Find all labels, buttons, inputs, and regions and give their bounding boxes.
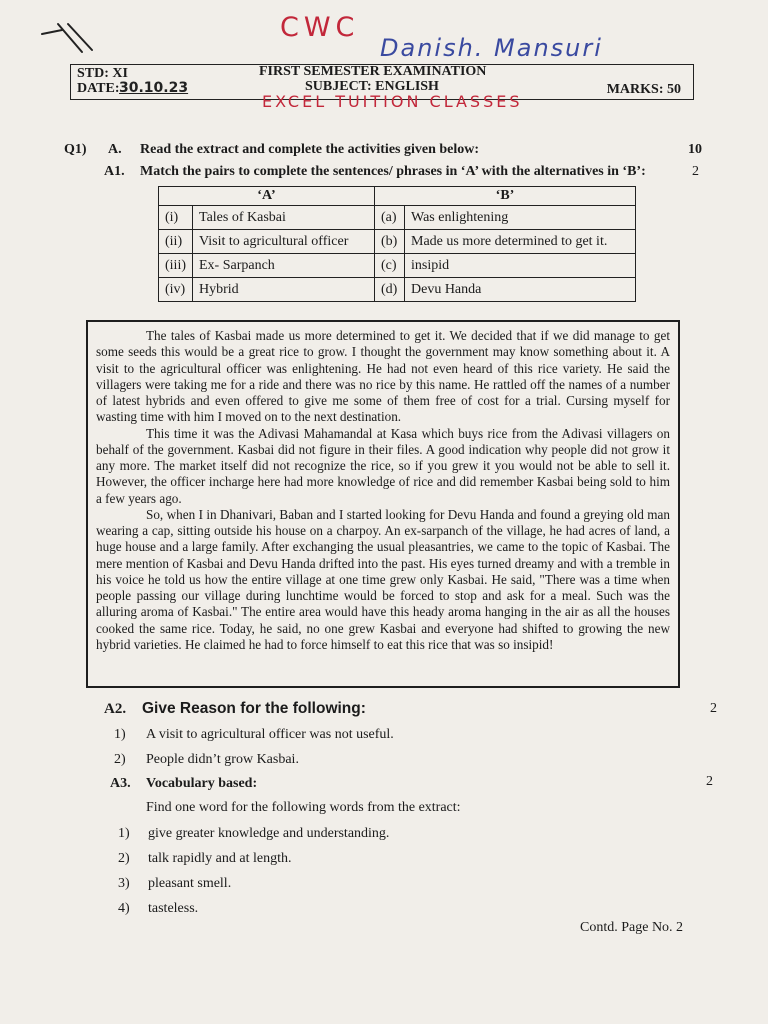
- a3-item-3-text: pleasant smell.: [148, 876, 232, 891]
- handwritten-student-name: Danish. Mansuri: [380, 34, 603, 62]
- table-row: [159, 278, 636, 302]
- date-label: DATE:: [77, 81, 120, 96]
- handwritten-cwc: CWC: [280, 12, 360, 43]
- match-the-pairs-table: [158, 186, 636, 302]
- row-text-a: Tales of Kasbai: [193, 206, 375, 230]
- column-a-header: ‘A’: [159, 187, 375, 206]
- row-num-a: (iii): [159, 254, 193, 278]
- a2-item-1-num: 1): [114, 727, 126, 742]
- q1-letter: A.: [108, 142, 122, 157]
- std-label: STD: XI: [77, 66, 128, 81]
- row-text-a: Visit to agricultural officer: [193, 230, 375, 254]
- passage-paragraph-2: This time it was the Adivasi Mahamandal at Kasa which buys rice from the Adivasi villagers on behalf of the government. Kasbai did not figure in their files. A good indication why people did not grow it any more. The market itself did not recognize the rice, so if you grew it you would not be able to sell it. However, the officer incharge here had more knowledge of rice and did remember Kasbai being sold to him a few years ago.: [96, 425, 670, 506]
- row-text-b: insipid: [405, 254, 636, 278]
- a1-label: A1.: [104, 164, 125, 179]
- row-num-a: (ii): [159, 230, 193, 254]
- column-b-header: ‘B’: [375, 187, 636, 206]
- subject-label: SUBJECT: ENGLISH: [305, 79, 439, 94]
- a3-item-2-text: talk rapidly and at length.: [148, 851, 292, 866]
- table-header-row: [159, 187, 636, 206]
- passage-paragraph-1: The tales of Kasbai made us more determined to get it. We decided that if we did manage to get some seeds this would be a great rice to grow. I thought the government may know something about it. A visit to the agricultural officer was enlightening. He had not even heard of this rice variety. He said the villagers were taking me for a ride and there was no rice by this name. He rattled off the names of a number of latest hybrids and even offered to give me some of them free of cost for a trial. Cursing myself for wasting time with him I moved on to the next destination.: [96, 328, 670, 425]
- a3-label: A3.: [110, 776, 131, 791]
- row-num-b: (c): [375, 254, 405, 278]
- row-text-b: Made us more determined to get it.: [405, 230, 636, 254]
- row-num-b: (a): [375, 206, 405, 230]
- a2-marks: 2: [710, 701, 717, 716]
- row-num-a: (iv): [159, 278, 193, 302]
- a3-item-2-num: 2): [118, 851, 130, 866]
- a3-item-4-num: 4): [118, 901, 130, 916]
- row-text-b: Devu Handa: [405, 278, 636, 302]
- row-num-b: (d): [375, 278, 405, 302]
- continued-page-note: Contd. Page No. 2: [580, 920, 684, 935]
- a3-title: Vocabulary based:: [146, 776, 258, 791]
- a3-item-4-text: tasteless.: [148, 901, 199, 916]
- table-row: [159, 254, 636, 278]
- a2-item-2-num: 2): [114, 752, 126, 767]
- total-marks: MARKS: 50: [606, 82, 681, 97]
- pen-scribble-mark: [40, 22, 100, 56]
- exam-title: FIRST SEMESTER EXAMINATION: [259, 64, 487, 79]
- handwritten-date: 30.10.23: [119, 80, 189, 96]
- row-text-b: Was enlightening: [405, 206, 636, 230]
- a3-item-1-text: give greater knowledge and understanding.: [148, 826, 390, 841]
- table-row: [159, 230, 636, 254]
- a3-item-1-num: 1): [118, 826, 130, 841]
- a3-marks: 2: [706, 774, 713, 789]
- q1-marks: 10: [688, 142, 702, 157]
- a3-item-3-num: 3): [118, 876, 130, 891]
- a3-instruction: Find one word for the following words from the extract:: [146, 800, 461, 815]
- row-num-b: (b): [375, 230, 405, 254]
- q1-number: Q1): [64, 142, 87, 157]
- a2-title: Give Reason for the following:: [142, 700, 366, 717]
- row-text-a: Hybrid: [193, 278, 375, 302]
- row-num-a: (i): [159, 206, 193, 230]
- a2-label: A2.: [104, 701, 127, 717]
- q1-instruction: Read the extract and complete the activities given below:: [140, 142, 480, 157]
- a2-item-1-text: A visit to agricultural officer was not useful.: [146, 727, 394, 742]
- passage-paragraph-3: So, when I in Dhanivari, Baban and I started looking for Devu Handa and found a greying old man wearing a cap, sitting outside his house on a charpoy. An ex-sarpanch of the village, he had acres of land, a huge house and a large family. After exchanging the usual pleasantries, we came to the topic of Kasbai. The mere mention of Kasbai and Devu Handa drifted into the past. His eyes turned dreamy and with a tremble in his voice he told us how the entire village at one time grew only Kasbai. He said, "There was a time when people passing our village during lunchtime would be forced to stop and ask for a meal. Such was the alluring aroma of Kasbai." The entire area would have this heady aroma hanging in the air as all the houses cooked the same rice. Today, he said, no one grew Kasbai and everyone had shifted to growing the new hybrid varieties. He claimed he had to force himself to eat this rice that was so insipid!: [96, 506, 670, 652]
- table-row: [159, 206, 636, 230]
- a2-item-2-text: People didn’t grow Kasbai.: [146, 752, 299, 767]
- a1-instruction: Match the pairs to complete the sentences/ phrases in ‘A’ with the alternatives in ‘B’:: [140, 164, 646, 179]
- handwritten-institute: EXCEL TUITION CLASSES: [262, 92, 523, 111]
- row-text-a: Ex- Sarpanch: [193, 254, 375, 278]
- reading-passage-box: [86, 320, 680, 688]
- a1-marks: 2: [692, 164, 699, 179]
